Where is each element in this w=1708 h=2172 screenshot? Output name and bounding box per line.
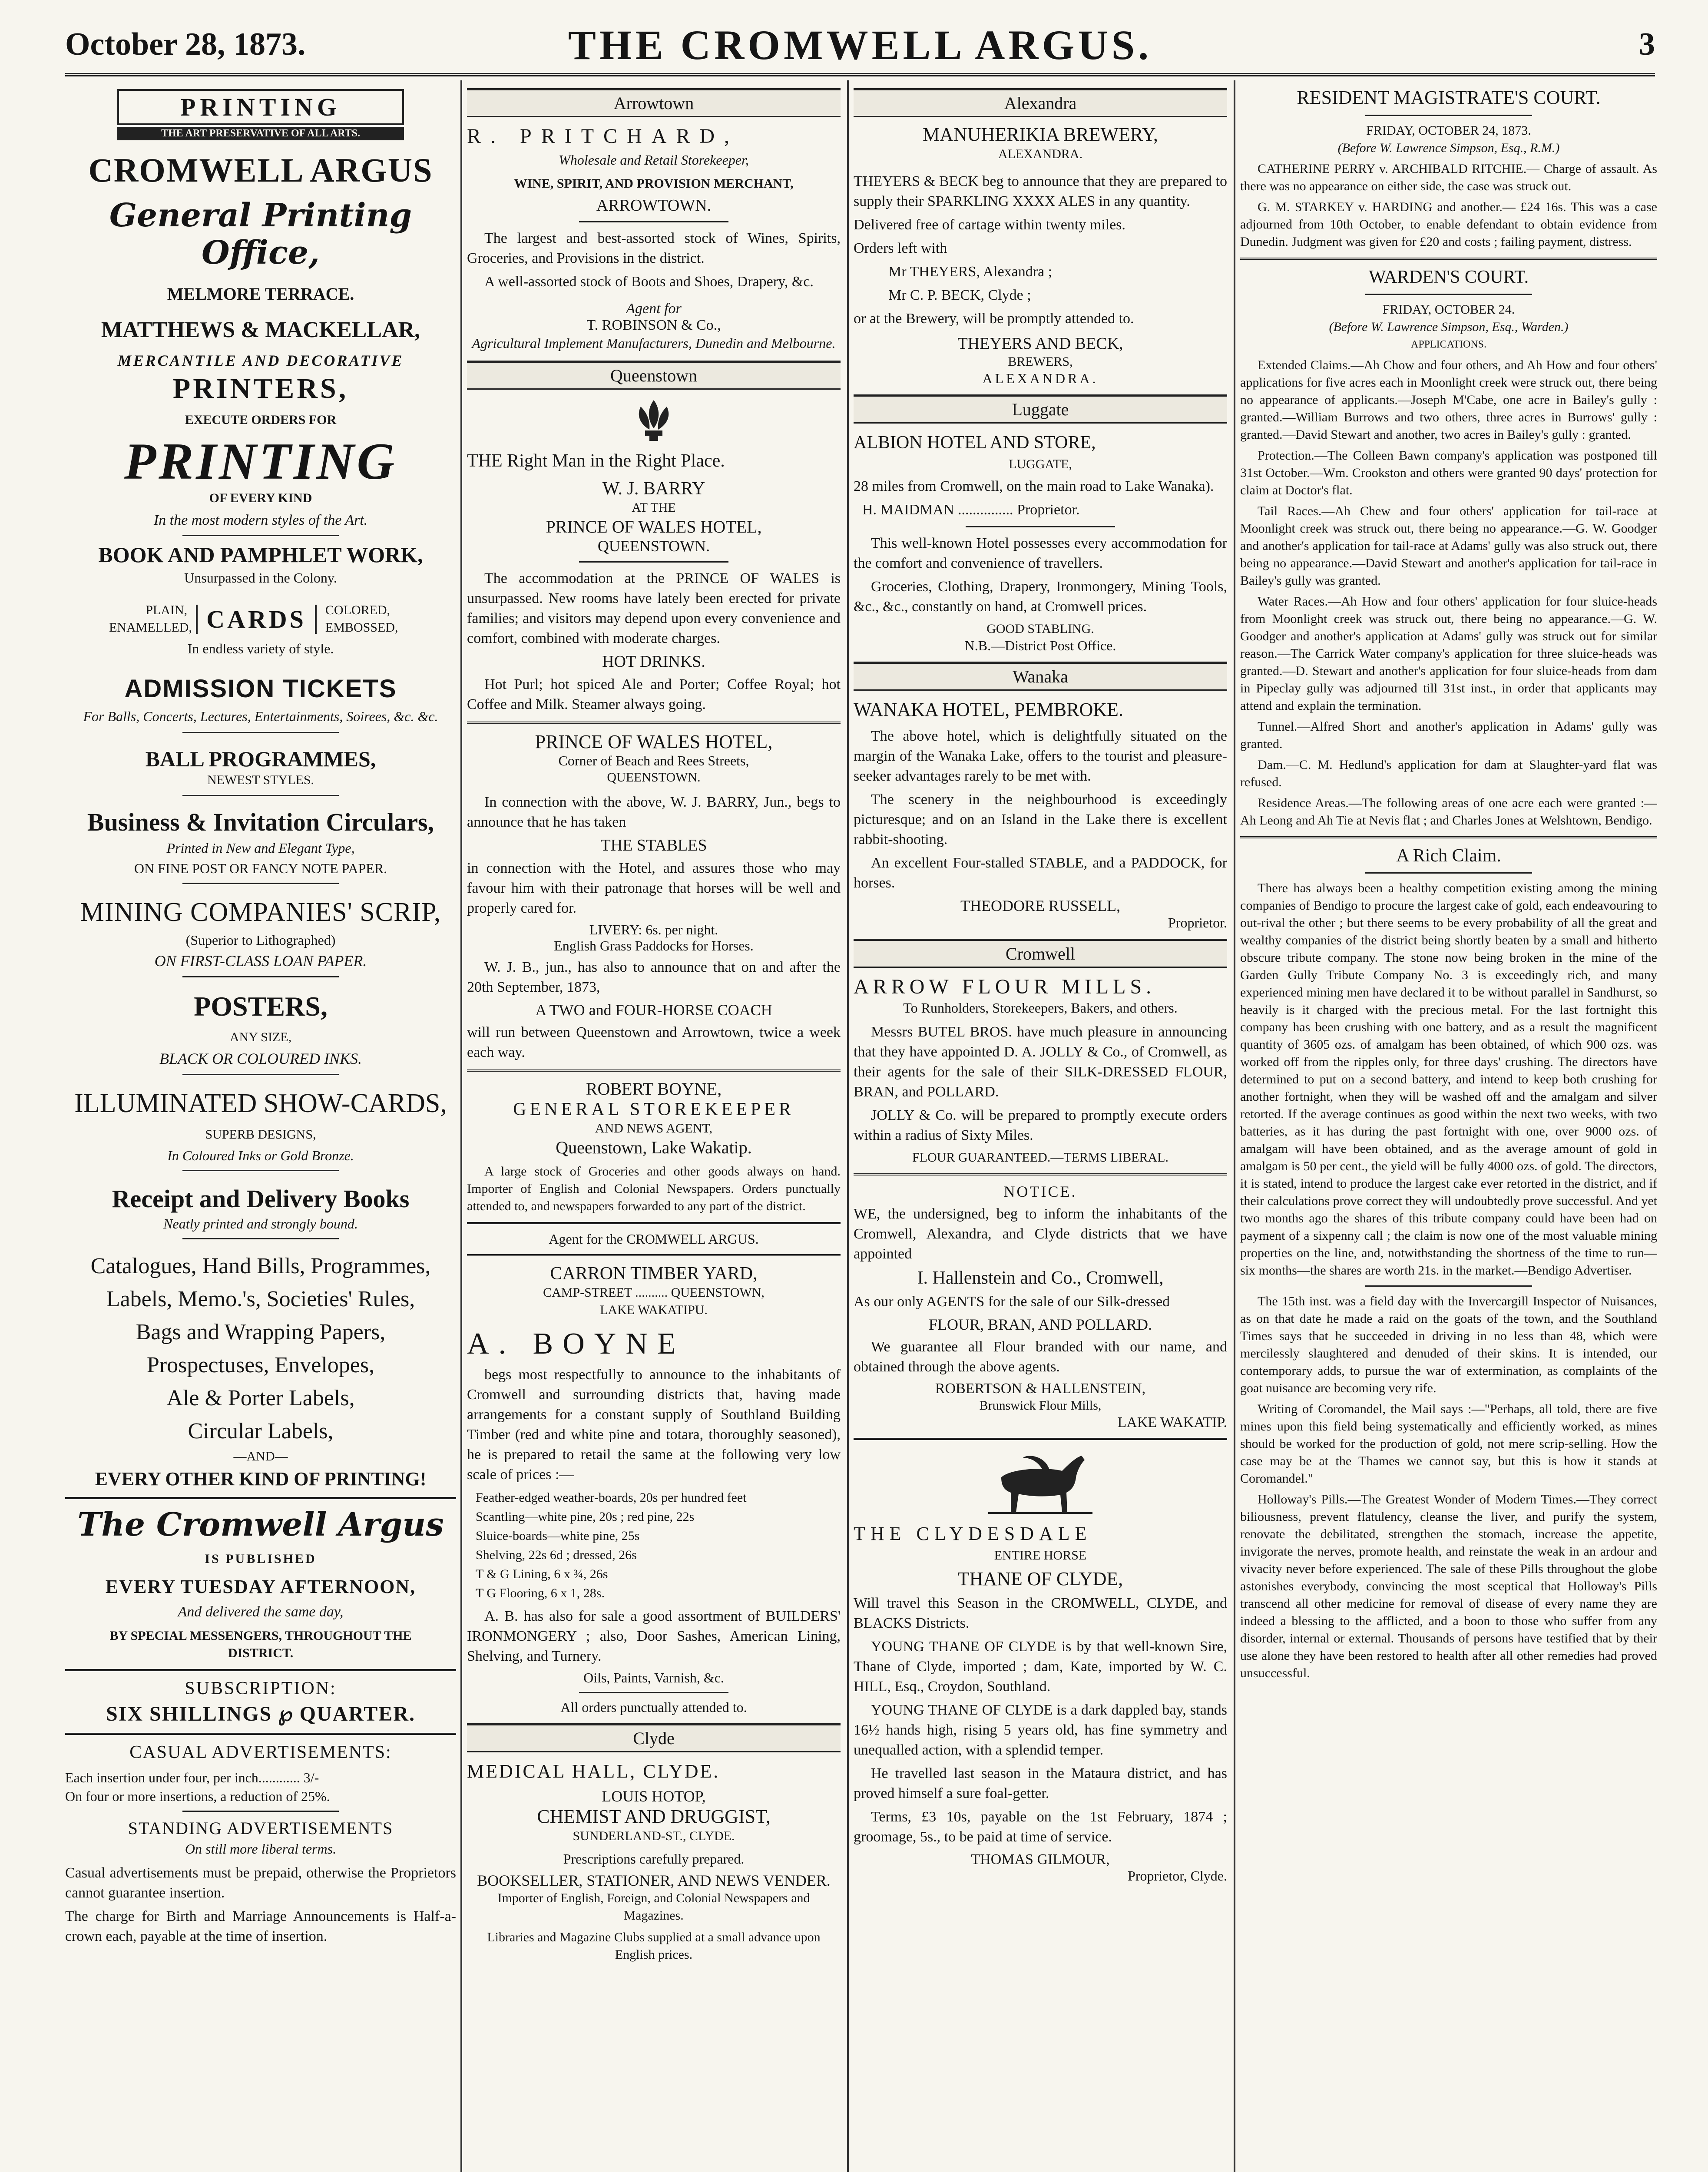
- wanaka-hotel: WANAKA HOTEL, PEMBROKE.: [854, 699, 1123, 720]
- divider: [966, 526, 1115, 527]
- w-before: (Before W. Lawrence Simpson, Esq., Warden.): [1329, 320, 1569, 334]
- cards-line: [65, 602, 456, 636]
- divider: [182, 732, 339, 733]
- labels: Labels, Memo.'s, Societies' Rules,: [106, 1287, 415, 1311]
- implement-manufacturers: Agricultural Implement Manufacturers, Dunedin and Melbourne.: [472, 335, 836, 351]
- unsurpassed: Unsurpassed in the Colony.: [184, 570, 337, 586]
- flour-bran-pollard: FLOUR, BRAN, AND POLLARD.: [928, 1316, 1152, 1333]
- divider: [854, 1173, 1227, 1175]
- section-luggate: Luggate: [854, 394, 1227, 424]
- standing-advertisements: STANDING ADVERTISEMENTS: [128, 1818, 394, 1838]
- good-stabling: GOOD STABLING.: [986, 622, 1094, 636]
- six-shillings: SIX SHILLINGS ℘ QUARTER.: [106, 1702, 415, 1725]
- albion-hotel: ALBION HOTEL AND STORE,: [854, 433, 1096, 453]
- holloway-article: Holloway's Pills.—The Greatest Wonder of Modern Times.—They correct biliousness, prevent flatulency, cleanse the liver, and purify the system, renovate the debilitated, strengthen the stomach, increase the appetite, invigorate the nerves, promote health, and reinstate the weak in an ardour and vivacity never before experienced. The sale of these Pills throughout the globe astonishes everybody, convincing the most sceptical that Holloway's Pills transcend all other medicine for removal of disease of every name they are indeed a blessing to the afflicted, and a boon to those who suffer from any disorder, internal or external. Thousands of persons have testified that by their use alone they have been restored to health after all other remedies had proved unsuccessful.: [1240, 1492, 1657, 1680]
- the-stables: THE STABLES: [600, 836, 707, 854]
- office-address: MELMORE TERRACE.: [167, 284, 354, 304]
- divider: [65, 1669, 456, 1671]
- stables-text: in connection with the Hotel, and assures those who may favour him with their patronage that horses will be well and properly cared for.: [467, 860, 841, 916]
- divider: [1365, 294, 1532, 295]
- column-printing-ad: [65, 80, 456, 2172]
- four-more: On four or more insertions, a reduction of 25%.: [65, 1788, 330, 1804]
- russell-proprietor: Proprietor.: [1168, 915, 1227, 930]
- orders-left: Orders left with: [854, 240, 947, 256]
- boyne-text: begs most respectfully to announce to the inhabitants of Cromwell and surrounding districts that, having made arrangements for a constant supply of Southland Building Timber (red and white pine and totara, thoroughly seasoned), he is prepared to retail the same at the following very low scale of prices :—: [467, 1367, 841, 1483]
- divider: [579, 1692, 728, 1693]
- libraries: Libraries and Magazine Clubs supplied at a small advance upon English prices.: [487, 1930, 821, 1962]
- price-tg-lining: T & G Lining, 6 x ¾, 26s: [476, 1567, 608, 1581]
- rm-before: (Before W. Lawrence Simpson, Esq., R.M.): [1337, 141, 1560, 155]
- brewers: BREWERS,: [1008, 354, 1073, 369]
- wardens-court-heading: WARDEN'S COURT.: [1368, 267, 1529, 287]
- travelled-text: He travelled last season in the Mataura district, and has proved himself a sure foal-getter.: [854, 1765, 1227, 1801]
- prince-of-wales-feathers-icon: [628, 396, 680, 444]
- butel-text: Messrs BUTEL BROS. have much pleasure in announcing that they have appointed D. A. JOLLY & Co., of Cromwell, as their agents for the sale of their SILK-DRESSED FLOUR, BRAN, and POLLARD.: [854, 1024, 1227, 1100]
- tunnel: Tunnel.—Alfred Short and another's application in Adams' gully was granted.: [1240, 719, 1657, 751]
- column-arrowtown-queenstown: [467, 80, 841, 2172]
- circular-labels: Circular Labels,: [188, 1419, 334, 1444]
- posters: POSTERS,: [194, 991, 328, 1022]
- brewery-prompt: or at the Brewery, will be promptly attended to.: [854, 311, 1134, 327]
- groceries-clothing: Groceries, Clothing, Drapery, Ironmongery, Mining Tools, &c., &c., constantly on hand, at Cromwell prices.: [854, 579, 1227, 615]
- charge-note: The charge for Birth and Marriage Announcements is Half-a-crown each, payable at the time of insertion.: [65, 1908, 456, 1944]
- coromandel-article: Writing of Coromandel, the Mail says :—"Perhaps, all told, there are five mines upon this field being systematically and efficiently worked, as mines should be worked for the production of gold, not mere scrip-selling. How the case may be at the Thames we cannot say, but this is how it stands at Coromandel.": [1240, 1402, 1657, 1486]
- guarantee-text: We guarantee all Flour branded with our name, and obtained through the above agents.: [854, 1339, 1227, 1375]
- prince-hotel-2: PRINCE OF WALES HOTEL,: [535, 731, 773, 752]
- at-the: AT THE: [632, 500, 676, 515]
- arrow-flour-mills: ARROW FLOUR MILLS.: [854, 975, 1156, 998]
- horse-icon: [984, 1447, 1097, 1516]
- prospectuses: Prospectuses, Envelopes,: [146, 1353, 375, 1377]
- agent-for: Agent for: [626, 301, 682, 317]
- corner-streets: Corner of Beach and Rees Streets,: [558, 753, 749, 768]
- well-known-hotel: This well-known Hotel possesses every accommodation for the comfort and convenience of travellers.: [854, 535, 1227, 571]
- manuherikia-brewery: MANUHERIKIA BREWERY,: [923, 124, 1158, 145]
- divider: [854, 1438, 1227, 1440]
- divider: [182, 795, 339, 796]
- superb-designs: SUPERB DESIGNS,: [205, 1127, 316, 1142]
- newest-styles: NEWEST STYLES.: [207, 773, 314, 787]
- subscription: SUBSCRIPTION:: [185, 1679, 337, 1699]
- receipt-books: Receipt and Delivery Books: [112, 1185, 410, 1213]
- w-date: FRIDAY, OCTOBER 24.: [1382, 302, 1515, 317]
- young-thane-text: YOUNG THANE OF CLYDE is by that well-known Sire, Thane of Clyde, imported ; dam, Kate, imported by W. C. HILL, Esq., Croydon, Southland.: [854, 1639, 1227, 1695]
- undersigned-text: WE, the undersigned, beg to inform the inhabitants of the Cromwell, Alexandra, and Clyde districts that we have appointed: [854, 1206, 1227, 1262]
- casual-advertisements: CASUAL ADVERTISEMENTS:: [129, 1742, 392, 1762]
- livery: LIVERY: 6s. per night.: [589, 922, 718, 937]
- printing-big: PRINTING: [124, 432, 397, 490]
- coach-text: will run between Queenstown and Arrowtown, twice a week each way.: [467, 1024, 841, 1060]
- fine-post: ON FINE POST OR FANCY NOTE PAPER.: [134, 861, 387, 876]
- rich-claim-text: There has always been a healthy competition existing among the mining companies of Bendigo to procure the largest cake of gold, each endeavouring to out-rival the other ; but there seems to be every probability of all the great and wealthy companies of the district being shortly beaten by a small and hitherto obscure tribute company. The stone now being broken in the mine of the Garden Gully Tribute Company No. 3 is exceedingly rich, and many experienced mining men have declared it to be without parallel in Sandhurst, so heavily is it charged with the precious metal. For the last fortnight this company has been crushing with one battery, and as a result the magnificent quantity of 3605 ozs. of amalgam has been obtained, of which 900 ozs. was worked off from the ripples only, for three days' crushing. The directors have determined to put on a second battery, and intend to keep both crushing for another fortnight, when they will be washed off and the amalgam and silver retorted. If the average continues as good within the next two weeks, with two batteries, as it has during the past fortnight with one, over 9000 ozs. of amalgam will have been obtained, and as the average amount of gold in amalgam is 50 per cent., the yield will be fully 4000 ozs. of gold. The directors, it is stated, intend to produce the largest cake ever retorted in the district, and if their calculations prove correct they will undoubtedly prove successful. And yet two months ago the shares of this tribute company could have been had on payment of a sixpenny call ; the claim is now one of the most valuable mining properties on the line, and, notwithstanding the shortness of the time to run—six months—the shares are worth 21s. in the market.—Bendigo Advertiser.: [1240, 881, 1657, 1278]
- right-man: THE Right Man in the Right Place.: [467, 451, 725, 471]
- section-queenstown: Queenstown: [467, 361, 841, 390]
- coach-heading: A TWO and FOUR-HORSE COACH: [535, 1001, 772, 1019]
- arrowtown: ARROWTOWN.: [596, 196, 712, 215]
- proprietors: MATTHEWS & MACKELLAR,: [101, 318, 420, 342]
- gilmour-name: THOMAS GILMOUR,: [971, 1851, 1110, 1867]
- divider: [579, 561, 728, 563]
- book-pamphlet: BOOK AND PAMPHLET WORK,: [98, 543, 423, 567]
- column-alexandra-cromwell: [854, 80, 1227, 2172]
- price-tg-flooring: T G Flooring, 6 x 1, 28s.: [476, 1586, 605, 1600]
- pritchard-sub: Wholesale and Retail Storekeeper,: [559, 152, 749, 168]
- prescriptions: Prescriptions carefully prepared.: [563, 1851, 745, 1867]
- coach-intro: W. J. B., jun., has also to announce that on and after the 20th September, 1873,: [467, 959, 841, 995]
- prepaid-note: Casual advertisements must be prepaid, otherwise the Proprietors cannot guarantee insertion.: [65, 1865, 456, 1901]
- to-runholders: To Runholders, Storekeepers, Bakers, and others.: [903, 1000, 1178, 1016]
- theyers-text: THEYERS & BECK beg to announce that they are prepared to supply their SPARKLING XXXX ALES in any quantity.: [854, 173, 1227, 209]
- endless-variety: In endless variety of style.: [187, 641, 334, 656]
- news-agent: AND NEWS AGENT,: [595, 1121, 713, 1136]
- black-coloured-inks: BLACK OR COLOURED INKS.: [159, 1050, 362, 1067]
- printing-office: General Printing Office,: [109, 197, 412, 272]
- printed-in: Printed in New and Elegant Type,: [166, 840, 355, 856]
- alexandra-label-2: ALEXANDRA.: [982, 371, 1099, 386]
- accommodation-text: The accommodation at the PRINCE OF WALES is unsurpassed. New rooms have lately been erected for private families; and visitors may depend upon every convenience and comfort, combined with moderate charges.: [467, 570, 841, 646]
- column-rule: [847, 80, 849, 2172]
- section-arrowtown: Arrowtown: [467, 88, 841, 117]
- coloured-inks: In Coloured Inks or Gold Bronze.: [167, 1148, 354, 1163]
- bags: Bags and Wrapping Papers,: [136, 1320, 386, 1344]
- tail-races: Tail Races.—Ah Chew and four others' application for tail-race at Moonlight creek was struck out, there being no appearance.—G. W. Goodger and another's application for tail-race at Adams' gully was also struck out, there being no appearance.—David Stewart and another's application for tail-race in Bailey's gully was granted.: [1240, 504, 1657, 588]
- column-rule: [1234, 80, 1235, 2172]
- protection: Protection.—The Colleen Bawn company's application was postponed till 31st October.—Wm. Crookston and others were granted 90 days' protection for claim at Doctor's flat.: [1240, 448, 1657, 497]
- column-rule: [460, 80, 462, 2172]
- wine-merchant: WINE, SPIRIT, AND PROVISION MERCHANT,: [514, 176, 794, 191]
- maidman: H. MAIDMAN ............... Proprietor.: [862, 502, 1080, 518]
- delivered-same-day: And delivered the same day,: [178, 1604, 344, 1620]
- carron-timber: CARRON TIMBER YARD,: [550, 1264, 758, 1284]
- divider: [467, 722, 841, 724]
- section-wanaka: Wanaka: [854, 662, 1227, 691]
- lake-wakatipu: LAKE WAKATIPU.: [600, 1303, 708, 1317]
- business-circulars: Business & Invitation Circulars,: [87, 808, 434, 836]
- superior-lithographed: (Superior to Lithographed): [185, 932, 336, 948]
- rm-court-heading: RESIDENT MAGISTRATE'S COURT.: [1297, 87, 1601, 108]
- queenstown-label-2: QUEENSTOWN.: [607, 770, 701, 785]
- chemist: CHEMIST AND DRUGGIST,: [537, 1806, 771, 1827]
- divider: [1240, 258, 1657, 260]
- ball-programmes: BALL PROGRAMMES,: [145, 747, 376, 771]
- catalogues: Catalogues, Hand Bills, Programmes,: [90, 1254, 431, 1278]
- hallenstein: I. Hallenstein and Co., Cromwell,: [917, 1268, 1164, 1288]
- rich-claim-heading: A Rich Claim.: [1396, 846, 1501, 866]
- perry-case: CATHERINE PERRY v. ARCHIBALD RITCHIE.— Charge of assault. As there was no appearance on either side, the case was struck out.: [1240, 162, 1657, 193]
- divider: [65, 1497, 456, 1499]
- gilmour-proprietor: Proprietor, Clyde.: [1128, 1868, 1227, 1884]
- divider: [1240, 836, 1657, 838]
- each-insertion: Each insertion under four, per inch............ 3/-: [65, 1770, 319, 1785]
- masthead: [65, 17, 1655, 74]
- groceries-text: A large stock of Groceries and other goods always on hand. Importer of English and Colonial Newspapers. Orders punctually attended to, and newspapers forwarded to any part of the district.: [467, 1164, 841, 1213]
- every-kind: OF EVERY KIND: [209, 491, 312, 505]
- divider: [1365, 115, 1532, 116]
- is-published: IS PUBLISHED: [205, 1552, 317, 1566]
- jolly-text: JOLLY & Co. will be prepared to promptly execute orders within a radius of Sixty Miles.: [854, 1107, 1227, 1143]
- scenery-text: The scenery in the neighbourhood is exceedingly picturesque; and on an Island in the Lake there is excellent rabbit-shooting.: [854, 791, 1227, 848]
- divider: [65, 1733, 456, 1735]
- loan-paper: ON FIRST-CLASS LOAN PAPER.: [154, 952, 367, 970]
- every-other: EVERY OTHER KIND OF PRINTING!: [95, 1468, 427, 1490]
- divider: [579, 221, 728, 222]
- grass-paddocks: English Grass Paddocks for Horses.: [554, 938, 754, 954]
- barry-name: W. J. BARRY: [602, 479, 705, 499]
- divider: [467, 1069, 841, 1072]
- bookseller: BOOKSELLER, STATIONER, AND NEWS VENDER.: [477, 1872, 831, 1889]
- brunswick-mills: Brunswick Flour Mills,: [979, 1398, 1102, 1413]
- divider: [467, 1254, 841, 1256]
- liberal-terms: On still more liberal terms.: [185, 1841, 337, 1857]
- issue-date: October 28, 1873.: [65, 26, 306, 62]
- terms-text: Terms, £3 10s, payable on the 1st February, 1874 ; groomage, 5s., to be paid at time of service.: [854, 1809, 1227, 1845]
- divider: [1365, 872, 1532, 874]
- and-divider: —AND—: [233, 1449, 288, 1463]
- connection-text: In connection with the above, W. J. BARRY, Jun., begs to announce that he has taken: [467, 794, 841, 830]
- divider: [182, 1074, 339, 1075]
- admission-tickets: ADMISSION TICKETS: [124, 675, 397, 703]
- mr-beck: Mr C. P. BECK, Clyde ;: [888, 287, 1031, 303]
- stable-text: An excellent Four-stalled STABLE, and a PADDOCK, for horses.: [854, 855, 1227, 891]
- price-sluice: Sluice-boards—white pine, 25s: [476, 1529, 640, 1543]
- ale-labels: Ale & Porter Labels,: [166, 1386, 355, 1410]
- cards-left-text: PLAIN, ENAMELLED,: [109, 603, 192, 635]
- russell-name: THEODORE RUSSELL,: [960, 897, 1120, 914]
- divider: [182, 1811, 339, 1812]
- pritchard-name: R. PRITCHARD,: [467, 125, 739, 148]
- mr-theyers: Mr THEYERS, Alexandra ;: [888, 264, 1053, 280]
- wanaka-text: The above hotel, which is delightfully situated on the margin of the Wanaka Lake, offers to the tourist and pleasure-seeker advantages rarely to be met with.: [854, 728, 1227, 784]
- hot-drinks: HOT DRINKS.: [602, 652, 705, 671]
- goats-article: The 15th inst. was a field day with the Invercargill Inspector of Nuisances, as on that date he made a raid on the goats of the town, and the Southland Times says that he succeeded in driving in no less than 48, which were mercilessly slaughtered and denuded of their skins. It is intended, our contemporary adds, to pursue the war of extermination, as complaints of the goat nuisance are becoming very rife.: [1240, 1294, 1657, 1395]
- water-races: Water Races.—Ah How and four others' application for four sluice-heads from Moonlight creek was struck out, there being no appearance.—G. W. Goodger and another's application at Adams' gully was struck out for similar reason.—The Carrick Water company's application for three sluice-heads was granted.—D. Stewart and another's application for four sluice-heads from dam in Pipeclay gully was adjourned till 31st inst., in order that applicants may attend and explain the termination.: [1240, 594, 1657, 713]
- dam: Dam.—C. M. Hedlund's application for dam at Slaughter-yard flat was refused.: [1240, 758, 1657, 789]
- divider: [467, 1222, 841, 1224]
- page-number: 3: [1639, 26, 1655, 62]
- cards-heading: CARDS: [196, 605, 317, 634]
- robinson: T. ROBINSON & Co.,: [586, 317, 721, 333]
- printing-banner: PRINTING: [117, 89, 404, 125]
- price-feather: Feather-edged weather-boards, 20s per hundred feet: [476, 1490, 747, 1505]
- extended-claims: Extended Claims.—Ah Chow and four others, and Ah How and four others' applications for five acres each in Moonlight creek were struck out, there being no appearance of applicants.—Joseph M'Cabe, one acre in Bailey's gully : granted.—William Burrows and two others, three acres in Burrows' gully : granted.—David Stewart and another, two acres in Bailey's gully : granted.: [1240, 358, 1657, 442]
- divider: [182, 1170, 339, 1171]
- starkey-case: G. M. STARKEY v. HARDING and another.— £24 16s. This was a case adjourned from 10th October, to enable defendant to obtain evidence from Dunedin. Judgment was given for £20 and costs ; failing payment, distress.: [1240, 200, 1657, 249]
- divider: [182, 535, 339, 536]
- column-court-news: [1240, 80, 1657, 2172]
- masthead-rule: [65, 73, 1655, 76]
- admission-sub: For Balls, Concerts, Lectures, Entertainments, Soirees, &c. &c.: [83, 709, 438, 724]
- will-travel: Will travel this Season in the CROMWELL, CLYDE, and BLACKS Districts.: [854, 1595, 1227, 1631]
- price-shelving: Shelving, 22s 6d ; dressed, 26s: [476, 1548, 637, 1562]
- oils-paints: Oils, Paints, Varnish, &c.: [583, 1670, 724, 1685]
- neatly-printed: Neatly printed and strongly bound.: [163, 1216, 358, 1232]
- queenstown-label: QUEENSTOWN.: [597, 537, 710, 555]
- modern-styles: In the most modern styles of the Art.: [153, 512, 368, 528]
- section-alexandra: Alexandra: [854, 88, 1227, 117]
- general-storekeeper: GENERAL STOREKEEPER: [513, 1099, 794, 1119]
- luggate-label: LUGGATE,: [1009, 457, 1072, 471]
- every-tuesday: EVERY TUESDAY AFTERNOON,: [105, 1576, 416, 1597]
- only-agents: As our only AGENTS for the sale of our Silk-dressed: [854, 1294, 1170, 1310]
- printers-heading: PRINTERS,: [172, 373, 349, 404]
- thane-of-clyde: THANE OF CLYDE,: [957, 1568, 1123, 1589]
- divider: [182, 883, 339, 884]
- camp-street: CAMP-STREET .......... QUEENSTOWN,: [543, 1285, 765, 1300]
- boots-shoes: A well-assorted stock of Boots and Shoes, Drapery, &c.: [484, 274, 814, 290]
- clydesdale-heading: THE CLYDESDALE: [854, 1523, 1092, 1544]
- notice-heading: NOTICE.: [1003, 1183, 1077, 1200]
- applications-heading: APPLICATIONS.: [1410, 339, 1487, 350]
- show-cards: ILLUMINATED SHOW-CARDS,: [74, 1089, 447, 1118]
- section-clyde: Clyde: [467, 1723, 841, 1752]
- cards-right-text: COLORED, EMBOSSED,: [325, 603, 398, 635]
- divider: [1365, 1285, 1532, 1287]
- robertson-hallenstein: ROBERTSON & HALLENSTEIN,: [935, 1381, 1146, 1397]
- a-boyne: A. BOYNE: [467, 1327, 685, 1361]
- execute-orders: EXECUTE ORDERS FOR: [185, 413, 337, 427]
- prince-hotel: PRINCE OF WALES HOTEL,: [546, 517, 762, 536]
- largest-stock: The largest and best-assorted stock of Wines, Spirits, Groceries, and Provisions in the district.: [467, 230, 841, 266]
- residence-areas: Residence Areas.—The following areas of one acre each were granted :—Ah Leong and Ah Tie at Nevis flat ; and Charles Jones at Welshtown, Bendigo.: [1240, 796, 1657, 828]
- punctually: All orders punctually attended to.: [560, 1699, 747, 1715]
- paper-name: CROMWELL ARGUS: [88, 151, 433, 189]
- price-scantling: Scantling—white pine, 20s ; red pine, 22s: [476, 1510, 695, 1524]
- alexandra-label: ALEXANDRA.: [998, 147, 1083, 161]
- hotop-name: LOUIS HOTOP,: [602, 1788, 706, 1805]
- delivered-free: Delivered free of cartage within twenty miles.: [854, 217, 1125, 233]
- divider: [182, 976, 339, 977]
- lake-wakatip: LAKE WAKATIP.: [1117, 1414, 1227, 1430]
- medical-hall: MEDICAL HALL, CLYDE.: [467, 1761, 720, 1782]
- entire-horse: ENTIRE HORSE: [994, 1548, 1087, 1563]
- divider: [182, 1238, 339, 1239]
- hot-purl-text: Hot Purl; hot spiced Ale and Porter; Coffee Royal; hot Coffee and Milk. Steamer always going.: [467, 676, 841, 712]
- any-size: ANY SIZE,: [229, 1030, 292, 1044]
- argus-gothic: The Cromwell Argus: [77, 1506, 444, 1543]
- mercantile-decorative: MERCANTILE AND DECORATIVE: [117, 352, 404, 369]
- section-cromwell: Cromwell: [854, 939, 1227, 968]
- special-messengers: BY SPECIAL MESSENGERS, THROUGHOUT THE DISTRICT.: [109, 1629, 412, 1660]
- rm-date: FRIDAY, OCTOBER 24, 1873.: [1366, 123, 1531, 138]
- importer: Importer of English, Foreign, and Colonial Newspapers and Magazines.: [497, 1891, 810, 1923]
- queenstown-wakatip: Queenstown, Lake Wakatip.: [556, 1138, 752, 1157]
- post-office: N.B.—District Post Office.: [964, 638, 1116, 653]
- printing-subbanner: THE ART PRESERVATIVE OF ALL ARTS.: [117, 127, 404, 140]
- agent-argus: Agent for the CROMWELL ARGUS.: [549, 1231, 759, 1247]
- boyne-name: ROBERT BOYNE,: [586, 1079, 722, 1099]
- theyers-beck-sign: THEYERS AND BECK,: [957, 334, 1123, 353]
- also-text: A. B. has also for sale a good assortment of BUILDERS' IRONMONGERY ; also, Door Sashes, American Lining, Shelving, and Turnery.: [467, 1608, 841, 1664]
- newspaper-title: THE CROMWELL ARGUS.: [568, 22, 1152, 68]
- young-thane-text-2: YOUNG THANE OF CLYDE is a dark dappled bay, stands 16½ hands high, rising 5 years old, has fine symmetry and unequalled action, with a splendid temper.: [854, 1702, 1227, 1758]
- printing-list: [65, 1250, 456, 1448]
- mining-scrip: MINING COMPANIES' SCRIP,: [80, 897, 441, 927]
- flour-guaranteed: FLOUR GUARANTEED.—TERMS LIBERAL.: [912, 1150, 1168, 1165]
- sunderland: SUNDERLAND-ST., CLYDE.: [573, 1829, 735, 1843]
- distance-text: 28 miles from Cromwell, on the main road to Lake Wanaka).: [854, 478, 1214, 494]
- timber-price-list: [476, 1488, 841, 1603]
